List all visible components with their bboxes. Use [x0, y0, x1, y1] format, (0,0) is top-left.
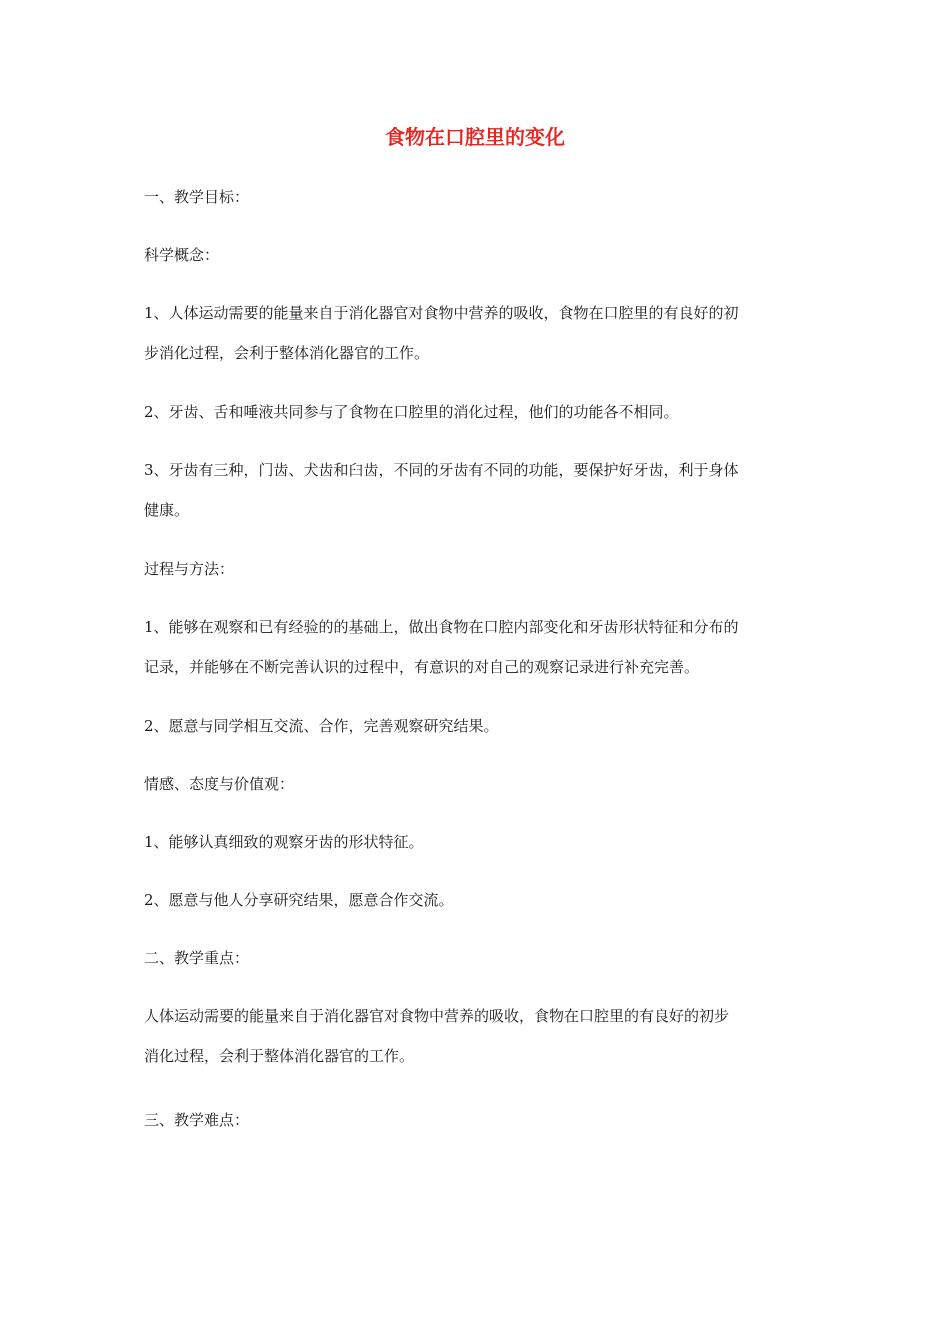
- text-line: 健康。: [144, 501, 190, 519]
- text-line: 2、愿意与他人分享研究结果，愿意合作交流。: [144, 891, 454, 909]
- paragraph-attitude-1: [144, 822, 814, 862]
- text-line: 1、能够认真细致的观察牙齿的形状特征。: [144, 833, 424, 851]
- text-line: 2、愿意与同学相互交流、合作，完善观察研究结果。: [144, 717, 499, 735]
- text-line: 1、能够在观察和已有经验的的基础上，做出食物在口腔内部变化和牙齿形状特征和分布的: [144, 618, 739, 636]
- text-line: 步消化过程，会利于整体消化器官的工作。: [144, 344, 430, 362]
- text-line: 过程与方法：: [144, 560, 235, 578]
- paragraph-concept-1: [144, 293, 814, 373]
- text-line: 人体运动需要的能量来自于消化器官对食物中营养的吸收，食物在口腔里的有良好的初步: [144, 1007, 730, 1025]
- text-line: 二、教学重点：: [144, 949, 250, 967]
- text-line: 一、教学目标：: [144, 188, 250, 206]
- section-heading-key-points: [144, 938, 814, 978]
- paragraph-process-1: [144, 607, 814, 687]
- document-title: 食物在口腔里的变化: [385, 125, 565, 149]
- section-heading-objectives: [144, 177, 814, 217]
- text-line: 情感、态度与价值观：: [144, 775, 295, 793]
- text-line: 消化过程，会利于整体消化器官的工作。: [144, 1047, 415, 1065]
- section-heading-difficulties: [144, 1100, 814, 1140]
- text-line: 科学概念：: [144, 246, 220, 264]
- paragraph-key-points: [144, 996, 814, 1076]
- text-line: 1、人体运动需要的能量来自于消化器官对食物中营养的吸收，食物在口腔里的有良好的初: [144, 304, 739, 322]
- subheading-science-concepts: [144, 235, 814, 275]
- paragraph-attitude-2: [144, 880, 814, 920]
- text-line: 三、教学难点：: [144, 1111, 250, 1129]
- text-line: 3、牙齿有三种，门齿、犬齿和臼齿，不同的牙齿有不同的功能，要保护好牙齿，利于身体: [144, 461, 739, 479]
- paragraph-concept-2: [144, 392, 814, 432]
- paragraph-concept-3: [144, 450, 814, 530]
- subheading-process-methods: [144, 549, 814, 589]
- text-line: 记录，并能够在不断完善认识的过程中，有意识的对自己的观察记录进行补充完善。: [144, 658, 700, 676]
- subheading-attitudes-values: [144, 764, 814, 804]
- paragraph-process-2: [144, 706, 814, 746]
- text-line: 2、牙齿、舌和唾液共同参与了食物在口腔里的消化过程，他们的功能各不相同。: [144, 403, 679, 421]
